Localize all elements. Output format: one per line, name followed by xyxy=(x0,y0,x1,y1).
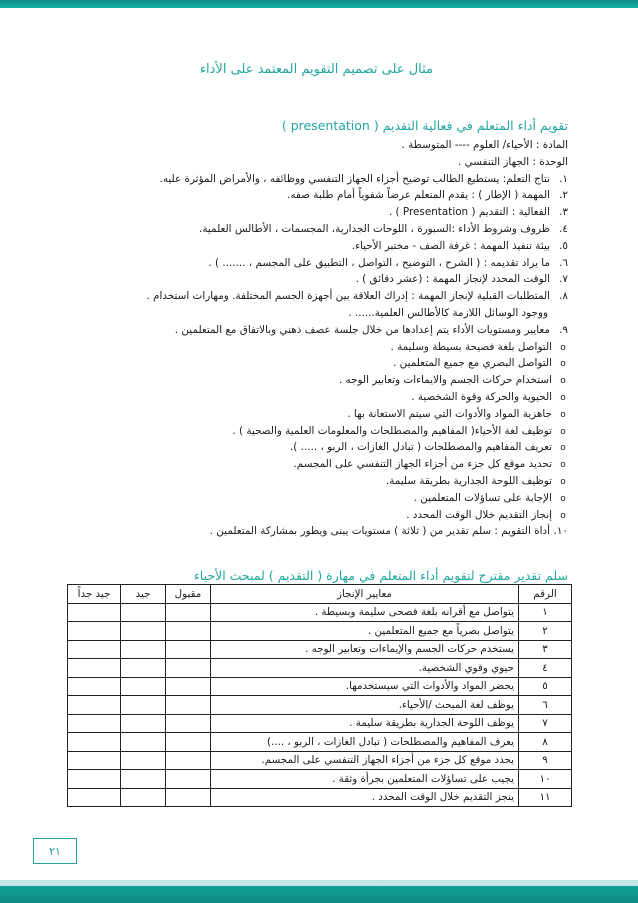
circle-bullet-icon: o xyxy=(560,392,566,403)
item-text: المهمة ( الإطار ) : يقدم المتعلم عرضاً شفوياً أمام طلبة صفه. xyxy=(287,189,550,202)
item-number: ٢. xyxy=(559,189,568,202)
bullet-text: تعريف المفاهيم والمصطلحات ( تبادل الغازات ، الربو ، ..... ). xyxy=(290,441,552,454)
table-row xyxy=(68,603,572,622)
circle-bullet-icon: o xyxy=(560,510,566,521)
page-title: مثال على تصميم التقويم المعتمد على الأداء xyxy=(199,62,433,77)
circle-bullet-icon: o xyxy=(560,376,566,387)
cell-very-good[interactable] xyxy=(68,733,121,752)
numbered-item xyxy=(68,221,568,238)
table-row xyxy=(68,770,572,789)
cell-good[interactable] xyxy=(121,622,166,641)
bullet-text: التواصل بلغة فصيحة بسيطة وسليمة . xyxy=(390,340,552,353)
numbered-item xyxy=(68,288,568,305)
column-header-very-good: جيد جداً xyxy=(68,585,121,604)
section-title: تقويم أداء المتعلم في فعالية التقديم ( presentation ) xyxy=(281,118,568,133)
item-number: ٧. xyxy=(559,273,568,286)
cell-very-good[interactable] xyxy=(68,788,121,807)
circle-bullet-icon: o xyxy=(560,443,566,454)
circle-bullet-icon: o xyxy=(560,476,566,487)
cell-acceptable[interactable] xyxy=(166,622,211,641)
table-row xyxy=(68,788,572,807)
bullet-text: إنجاز التقديم خلال الوقت المحدد . xyxy=(406,508,552,521)
column-header-acceptable: مقبول xyxy=(166,585,211,604)
cell-acceptable[interactable] xyxy=(166,751,211,770)
cell-good[interactable] xyxy=(121,751,166,770)
table-row xyxy=(68,677,572,696)
cell-acceptable[interactable] xyxy=(166,714,211,733)
cell-good[interactable] xyxy=(121,770,166,789)
numbered-item xyxy=(68,171,568,188)
numbered-item xyxy=(68,523,568,540)
bottom-band-highlight xyxy=(0,880,638,886)
circle-bullet-icon: o xyxy=(560,426,566,437)
cell-very-good[interactable] xyxy=(68,770,121,789)
rubric-table xyxy=(67,584,572,807)
item-number: ٣. xyxy=(559,206,568,219)
table-row xyxy=(68,714,572,733)
circle-bullet-icon: o xyxy=(560,409,566,420)
row-number: ١١ xyxy=(519,788,572,807)
item-text: الوقت المحدد لإنجاز المهمة : (عشر دقائق ) . xyxy=(355,273,550,286)
bullet-item xyxy=(68,372,568,389)
circle-bullet-icon: o xyxy=(560,460,566,471)
bullet-item xyxy=(68,423,568,440)
row-criterion: يجيب على تساؤلات المتعلمين بجرأة وثقة . xyxy=(211,770,519,789)
bullet-item xyxy=(68,439,568,456)
item-text: نتاج التعلم: يستطيع الطالب توضيح أجزاء الجهاز التنفسي ووظائفه ، والأمراض المؤثرة عليه. xyxy=(159,172,550,185)
cell-acceptable[interactable] xyxy=(166,770,211,789)
item-text: ما يراد تقديمه : ( الشرح ، التوضيح ، التواصل ، التطبيق على المجسم ، ....... ) . xyxy=(208,256,550,269)
numbered-item xyxy=(68,271,568,288)
cell-very-good[interactable] xyxy=(68,659,121,678)
item-continuation: ووجود الوسائل اللازمة كالأطالس العلمية...... . xyxy=(348,306,548,319)
cell-very-good[interactable] xyxy=(68,622,121,641)
cell-acceptable[interactable] xyxy=(166,788,211,807)
cell-good[interactable] xyxy=(121,696,166,715)
cell-very-good[interactable] xyxy=(68,603,121,622)
row-number: ٦ xyxy=(519,696,572,715)
table-row xyxy=(68,622,572,641)
row-number: ٤ xyxy=(519,659,572,678)
cell-very-good[interactable] xyxy=(68,677,121,696)
bullet-text: استخدام حركات الجسم والايماءات وتعابير الوجه . xyxy=(338,374,552,387)
row-number: ٩ xyxy=(519,751,572,770)
row-number: ٢ xyxy=(519,622,572,641)
row-criterion: يتواصل مع أقرانه بلغة فصحى سليمة وبسيطة . xyxy=(211,603,519,622)
row-criterion: يوظف اللوحة الجدارية بطريقة سليمة . xyxy=(211,714,519,733)
bullet-item xyxy=(68,507,568,524)
row-number: ١ xyxy=(519,603,572,622)
row-criterion: يوظف لغة المبحث /الأحياء. xyxy=(211,696,519,715)
bullet-text: تحديد موقع كل جزء من أجزاء الجهاز التنفسي على المجسم. xyxy=(293,458,552,471)
item-text: ظروف وشروط الأداء :السبورة ، اللوحات الجدارية، المجسمات ، الأطالس العلمية. xyxy=(199,222,550,235)
bullet-text: جاهزية المواد والأدوات التي سيتم الاستعانة بها . xyxy=(347,407,552,420)
bullet-text: الحيوية والحركة وقوة الشخصية . xyxy=(411,390,552,403)
cell-good[interactable] xyxy=(121,714,166,733)
numbered-item xyxy=(68,187,568,204)
cell-good[interactable] xyxy=(121,603,166,622)
numbered-item xyxy=(68,255,568,272)
table-row xyxy=(68,733,572,752)
row-number: ٨ xyxy=(519,733,572,752)
column-header-criteria: معايير الإنجاز xyxy=(211,585,519,604)
row-number: ١٠ xyxy=(519,770,572,789)
bottom-decorative-band xyxy=(0,880,638,903)
cell-very-good[interactable] xyxy=(68,640,121,659)
bullet-item xyxy=(68,389,568,406)
item-number: ١. xyxy=(559,172,568,185)
row-criterion: يتواصل بصرياً مع جميع المتعلمين . xyxy=(211,622,519,641)
cell-very-good[interactable] xyxy=(68,714,121,733)
item-text: الفعالية : التقديم ( Presentation ) . xyxy=(388,206,550,219)
intro-line-unit: الوحدة : الجهاز التنفسي . xyxy=(458,155,568,168)
cell-acceptable[interactable] xyxy=(166,603,211,622)
table-row xyxy=(68,751,572,770)
circle-bullet-icon: o xyxy=(560,342,566,353)
numbered-item xyxy=(68,204,568,221)
table-row xyxy=(68,640,572,659)
bullet-text: التواصل البصري مع جميع المتعلمين . xyxy=(393,357,552,370)
row-criterion: يحدد موقع كل جزء من أجزاء الجهاز التنفسي على المجسم. xyxy=(211,751,519,770)
item-text: المتطلبات القبلية لإنجاز المهمة : إدراك العلاقة بين أجهزة الجسم المختلفة. ومهارات استخدام . xyxy=(146,290,550,303)
table-row xyxy=(68,696,572,715)
bullet-item xyxy=(68,339,568,356)
item-number: ٨. xyxy=(559,290,568,303)
cell-acceptable[interactable] xyxy=(166,640,211,659)
cell-good[interactable] xyxy=(121,640,166,659)
intro-line-subject: المادة : الأحياء/ العلوم ---- المتوسطة . xyxy=(401,139,568,151)
row-criterion: حيوي وقوي الشخصية. xyxy=(211,659,519,678)
circle-bullet-icon: o xyxy=(560,359,566,370)
row-criterion: ينجز التقديم خلال الوقت المحدد . xyxy=(211,788,519,807)
item-number: ١٠. xyxy=(553,525,568,538)
row-number: ٣ xyxy=(519,640,572,659)
cell-good[interactable] xyxy=(121,788,166,807)
row-criterion: يحضر المواد والأدوات التي سيستخدمها. xyxy=(211,677,519,696)
numbered-item xyxy=(68,238,568,255)
bullet-item xyxy=(68,355,568,372)
row-number: ٥ xyxy=(519,677,572,696)
column-header-good: جيد xyxy=(121,585,166,604)
item-number: ٦. xyxy=(559,256,568,269)
row-criterion: يعرف المفاهيم والمصطلحات ( تبادل الغازات ، الربو ، ....) xyxy=(211,733,519,752)
item-text: معايير ومستويات الأداء يتم إعدادها من خلال جلسة عصف ذهني وبالاتفاق مع المتعلمين . xyxy=(174,323,550,336)
bullet-text: الإجابة على تساؤلات المتعلمين . xyxy=(413,491,552,504)
cell-very-good[interactable] xyxy=(68,751,121,770)
bullet-item xyxy=(68,406,568,423)
cell-good[interactable] xyxy=(121,677,166,696)
bullet-item xyxy=(68,490,568,507)
item-text: بيئة تنفيذ المهمة : غرفة الصف - مختبر الأحياء. xyxy=(351,239,550,252)
bullet-item xyxy=(68,456,568,473)
bullet-text: توظيف اللوحة الجدارية بطريقة سليمة. xyxy=(385,474,552,487)
cell-acceptable[interactable] xyxy=(166,733,211,752)
column-header-number: الرقم xyxy=(519,585,572,604)
circle-bullet-icon: o xyxy=(560,493,566,504)
document-body xyxy=(68,137,568,540)
cell-good[interactable] xyxy=(121,733,166,752)
bullet-item xyxy=(68,473,568,490)
table-header-row xyxy=(68,585,572,604)
item-number: ٥. xyxy=(559,239,568,252)
numbered-item xyxy=(68,322,568,339)
cell-acceptable[interactable] xyxy=(166,677,211,696)
item-text: أداة التقويم : سلم تقدير من ( ثلاثة ) مستويات يبنى ويطور بمشاركة المتعلمين . xyxy=(209,525,550,538)
row-criterion: يستخدم حركات الجسم والإيماءات وتعابير الوجه . xyxy=(211,640,519,659)
cell-acceptable[interactable] xyxy=(166,659,211,678)
cell-good[interactable] xyxy=(121,659,166,678)
bullet-text: توظيف لغة الأحياء( المفاهيم والمصطلحات والمعلومات العلمية والصحية ) . xyxy=(232,424,552,437)
cell-very-good[interactable] xyxy=(68,696,121,715)
cell-acceptable[interactable] xyxy=(166,696,211,715)
rubric-table-title: سلم تقدير مقترح لتقويم أداء المتعلم في مهارة ( التقديم ) لمبحث الأحياء xyxy=(193,568,568,583)
item-number: ٩. xyxy=(559,323,568,336)
top-decorative-bar xyxy=(0,0,638,8)
table-row xyxy=(68,659,572,678)
item-number: ٤. xyxy=(559,222,568,235)
page-number: ٢١ xyxy=(33,838,77,864)
row-number: ٧ xyxy=(519,714,572,733)
